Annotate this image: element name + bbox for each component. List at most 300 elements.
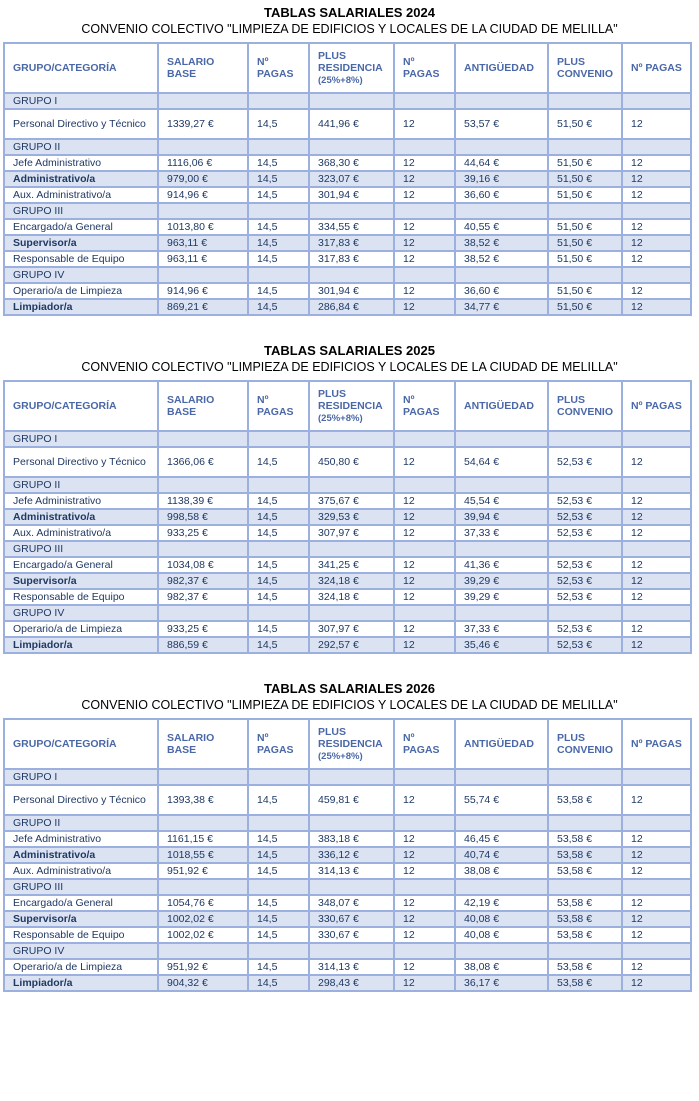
category-name: Supervisor/a <box>4 235 158 251</box>
value-cell: 39,29 € <box>455 573 548 589</box>
column-header <box>455 381 548 431</box>
empty-cell <box>548 431 622 447</box>
value-cell: 317,83 € <box>309 251 394 267</box>
value-cell: 951,92 € <box>158 863 248 879</box>
section-title: TABLAS SALARIALES 2025 <box>264 343 435 358</box>
value-cell: 12 <box>394 155 455 171</box>
salary-section-1 <box>0 338 699 654</box>
value-cell: 459,81 € <box>309 785 394 815</box>
group-name: GRUPO II <box>4 815 158 831</box>
empty-cell <box>394 139 455 155</box>
value-cell: 12 <box>394 911 455 927</box>
value-cell: 53,58 € <box>548 895 622 911</box>
table-body <box>4 93 691 315</box>
column-header <box>548 719 622 769</box>
empty-cell <box>309 431 394 447</box>
value-cell: 14,5 <box>248 785 309 815</box>
value-cell: 38,08 € <box>455 863 548 879</box>
value-cell: 12 <box>394 299 455 315</box>
value-cell: 14,5 <box>248 573 309 589</box>
value-cell: 51,50 € <box>548 235 622 251</box>
empty-cell <box>309 879 394 895</box>
column-header-label: ANTIGÜEDAD <box>464 400 534 412</box>
value-cell: 330,67 € <box>309 927 394 943</box>
value-cell: 12 <box>622 911 691 927</box>
value-cell: 12 <box>394 525 455 541</box>
category-name: Operario/a de Limpieza <box>4 621 158 637</box>
value-cell: 14,5 <box>248 509 309 525</box>
value-cell: 14,5 <box>248 863 309 879</box>
table-row <box>4 219 691 235</box>
value-cell: 323,07 € <box>309 171 394 187</box>
category-name: Personal Directivo y Técnico <box>4 785 158 815</box>
value-cell: 12 <box>394 785 455 815</box>
value-cell: 12 <box>622 637 691 653</box>
value-cell: 12 <box>394 509 455 525</box>
value-cell: 40,08 € <box>455 911 548 927</box>
column-header <box>248 719 309 769</box>
table-row <box>4 251 691 267</box>
value-cell: 51,50 € <box>548 155 622 171</box>
value-cell: 12 <box>394 219 455 235</box>
empty-cell <box>158 267 248 283</box>
column-header <box>548 43 622 93</box>
table-row <box>4 621 691 637</box>
empty-cell <box>309 815 394 831</box>
section-subtitle: CONVENIO COLECTIVO "LIMPIEZA DE EDIFICIOS Y LOCALES DE LA CIUDAD DE MELILLA" <box>81 360 618 374</box>
empty-cell <box>548 93 622 109</box>
table-header <box>4 43 691 93</box>
value-cell: 39,94 € <box>455 509 548 525</box>
value-cell: 12 <box>394 251 455 267</box>
value-cell: 286,84 € <box>309 299 394 315</box>
value-cell: 963,11 € <box>158 251 248 267</box>
value-cell: 963,11 € <box>158 235 248 251</box>
column-header-label: ANTIGÜEDAD <box>464 62 534 74</box>
category-name: Operario/a de Limpieza <box>4 959 158 975</box>
empty-cell <box>622 541 691 557</box>
empty-cell <box>394 203 455 219</box>
category-name: Jefe Administrativo <box>4 493 158 509</box>
column-header-label: PLUS RESIDENCIA <box>318 49 383 74</box>
value-cell: 14,5 <box>248 911 309 927</box>
empty-cell <box>309 267 394 283</box>
value-cell: 42,19 € <box>455 895 548 911</box>
value-cell: 12 <box>622 493 691 509</box>
column-header-label: PLUS CONVENIO <box>557 394 614 418</box>
column-header-label: PLUS RESIDENCIA <box>318 387 383 412</box>
category-name: Supervisor/a <box>4 573 158 589</box>
table-row <box>4 975 691 991</box>
value-cell: 14,5 <box>248 299 309 315</box>
table-header <box>4 381 691 431</box>
column-header <box>4 381 158 431</box>
value-cell: 14,5 <box>248 525 309 541</box>
empty-cell <box>548 769 622 785</box>
value-cell: 869,21 € <box>158 299 248 315</box>
empty-cell <box>158 93 248 109</box>
value-cell: 14,5 <box>248 557 309 573</box>
value-cell: 1013,80 € <box>158 219 248 235</box>
table-row <box>4 557 691 573</box>
value-cell: 36,17 € <box>455 975 548 991</box>
value-cell: 45,54 € <box>455 493 548 509</box>
value-cell: 12 <box>622 187 691 203</box>
value-cell: 12 <box>622 219 691 235</box>
value-cell: 12 <box>394 831 455 847</box>
value-cell: 1002,02 € <box>158 911 248 927</box>
group-name: GRUPO I <box>4 769 158 785</box>
value-cell: 1054,76 € <box>158 895 248 911</box>
category-name: Aux. Administrativo/a <box>4 525 158 541</box>
empty-cell <box>548 943 622 959</box>
column-header-label: Nº PAGAS <box>257 394 294 418</box>
empty-cell <box>455 605 548 621</box>
empty-cell <box>309 477 394 493</box>
empty-cell <box>455 815 548 831</box>
value-cell: 341,25 € <box>309 557 394 573</box>
value-cell: 14,5 <box>248 847 309 863</box>
value-cell: 301,94 € <box>309 187 394 203</box>
group-row <box>4 605 691 621</box>
value-cell: 40,08 € <box>455 927 548 943</box>
value-cell: 34,77 € <box>455 299 548 315</box>
column-header-label: Nº PAGAS <box>257 732 294 756</box>
value-cell: 12 <box>622 235 691 251</box>
salary-table <box>3 718 692 992</box>
group-name: GRUPO I <box>4 93 158 109</box>
column-header <box>248 43 309 93</box>
value-cell: 1161,15 € <box>158 831 248 847</box>
empty-cell <box>622 203 691 219</box>
value-cell: 12 <box>622 847 691 863</box>
empty-cell <box>548 267 622 283</box>
value-cell: 55,74 € <box>455 785 548 815</box>
empty-cell <box>548 477 622 493</box>
value-cell: 12 <box>394 863 455 879</box>
value-cell: 54,64 € <box>455 447 548 477</box>
category-name: Administrativo/a <box>4 847 158 863</box>
value-cell: 53,58 € <box>548 911 622 927</box>
salary-section-0 <box>0 0 699 316</box>
category-name: Limpiador/a <box>4 299 158 315</box>
value-cell: 51,50 € <box>548 283 622 299</box>
value-cell: 51,50 € <box>548 187 622 203</box>
empty-cell <box>248 93 309 109</box>
table-row <box>4 171 691 187</box>
value-cell: 14,5 <box>248 251 309 267</box>
value-cell: 12 <box>622 831 691 847</box>
value-cell: 450,80 € <box>309 447 394 477</box>
value-cell: 324,18 € <box>309 589 394 605</box>
value-cell: 53,58 € <box>548 927 622 943</box>
table-body <box>4 769 691 991</box>
value-cell: 324,18 € <box>309 573 394 589</box>
value-cell: 12 <box>394 959 455 975</box>
value-cell: 35,46 € <box>455 637 548 653</box>
value-cell: 317,83 € <box>309 235 394 251</box>
empty-cell <box>394 605 455 621</box>
value-cell: 1393,38 € <box>158 785 248 815</box>
value-cell: 12 <box>622 155 691 171</box>
value-cell: 12 <box>622 785 691 815</box>
empty-cell <box>622 605 691 621</box>
value-cell: 38,08 € <box>455 959 548 975</box>
group-name: GRUPO IV <box>4 605 158 621</box>
empty-cell <box>158 203 248 219</box>
value-cell: 12 <box>394 493 455 509</box>
category-name: Limpiador/a <box>4 975 158 991</box>
empty-cell <box>248 541 309 557</box>
salary-table <box>3 42 692 316</box>
value-cell: 314,13 € <box>309 863 394 879</box>
table-row <box>4 573 691 589</box>
value-cell: 37,33 € <box>455 621 548 637</box>
empty-cell <box>394 477 455 493</box>
table-body <box>4 431 691 653</box>
value-cell: 383,18 € <box>309 831 394 847</box>
column-header-label: GRUPO/CATEGORÍA <box>13 400 117 412</box>
column-header-label: SALARIO BASE <box>167 394 215 418</box>
empty-cell <box>248 431 309 447</box>
empty-cell <box>548 605 622 621</box>
group-row <box>4 943 691 959</box>
value-cell: 12 <box>622 927 691 943</box>
value-cell: 298,43 € <box>309 975 394 991</box>
column-header-label: SALARIO BASE <box>167 56 215 80</box>
value-cell: 12 <box>394 927 455 943</box>
group-name: GRUPO IV <box>4 943 158 959</box>
value-cell: 44,64 € <box>455 155 548 171</box>
empty-cell <box>309 605 394 621</box>
category-name: Administrativo/a <box>4 509 158 525</box>
category-name: Responsable de Equipo <box>4 927 158 943</box>
value-cell: 301,94 € <box>309 283 394 299</box>
value-cell: 307,97 € <box>309 525 394 541</box>
column-header-label: Nº PAGAS <box>631 62 682 74</box>
value-cell: 36,60 € <box>455 283 548 299</box>
table-row <box>4 299 691 315</box>
value-cell: 14,5 <box>248 637 309 653</box>
value-cell: 12 <box>394 573 455 589</box>
empty-cell <box>158 943 248 959</box>
column-header-label: Nº PAGAS <box>403 394 440 418</box>
empty-cell <box>248 605 309 621</box>
group-row <box>4 431 691 447</box>
empty-cell <box>455 203 548 219</box>
empty-cell <box>394 769 455 785</box>
category-name: Responsable de Equipo <box>4 589 158 605</box>
value-cell: 12 <box>394 171 455 187</box>
column-header-label: PLUS RESIDENCIA <box>318 725 383 750</box>
empty-cell <box>248 267 309 283</box>
empty-cell <box>309 93 394 109</box>
empty-cell <box>248 769 309 785</box>
value-cell: 12 <box>622 589 691 605</box>
table-row <box>4 863 691 879</box>
empty-cell <box>548 139 622 155</box>
group-row <box>4 815 691 831</box>
value-cell: 39,16 € <box>455 171 548 187</box>
value-cell: 53,58 € <box>548 847 622 863</box>
empty-cell <box>548 815 622 831</box>
empty-cell <box>394 879 455 895</box>
group-row <box>4 139 691 155</box>
category-name: Encargado/a General <box>4 895 158 911</box>
value-cell: 14,5 <box>248 235 309 251</box>
value-cell: 12 <box>622 299 691 315</box>
column-header <box>248 381 309 431</box>
value-cell: 53,58 € <box>548 831 622 847</box>
column-header <box>4 719 158 769</box>
value-cell: 38,52 € <box>455 251 548 267</box>
empty-cell <box>248 203 309 219</box>
empty-cell <box>158 541 248 557</box>
value-cell: 12 <box>394 187 455 203</box>
group-name: GRUPO III <box>4 879 158 895</box>
value-cell: 14,5 <box>248 109 309 139</box>
value-cell: 12 <box>622 283 691 299</box>
empty-cell <box>309 139 394 155</box>
value-cell: 52,53 € <box>548 589 622 605</box>
value-cell: 12 <box>622 895 691 911</box>
empty-cell <box>455 769 548 785</box>
column-header-label: GRUPO/CATEGORÍA <box>13 738 117 750</box>
empty-cell <box>394 541 455 557</box>
category-name: Jefe Administrativo <box>4 831 158 847</box>
column-header-label: Nº PAGAS <box>631 400 682 412</box>
empty-cell <box>394 815 455 831</box>
table-row <box>4 525 691 541</box>
value-cell: 52,53 € <box>548 637 622 653</box>
empty-cell <box>548 203 622 219</box>
value-cell: 53,58 € <box>548 785 622 815</box>
value-cell: 14,5 <box>248 895 309 911</box>
value-cell: 933,25 € <box>158 525 248 541</box>
column-header <box>4 43 158 93</box>
value-cell: 12 <box>394 235 455 251</box>
table-row <box>4 895 691 911</box>
value-cell: 12 <box>622 447 691 477</box>
column-header <box>309 381 394 431</box>
value-cell: 51,50 € <box>548 251 622 267</box>
column-header-label: PLUS CONVENIO <box>557 732 614 756</box>
value-cell: 441,96 € <box>309 109 394 139</box>
column-header-label: ANTIGÜEDAD <box>464 738 534 750</box>
section-subtitle: CONVENIO COLECTIVO "LIMPIEZA DE EDIFICIOS Y LOCALES DE LA CIUDAD DE MELILLA" <box>81 698 618 712</box>
empty-cell <box>394 267 455 283</box>
value-cell: 14,5 <box>248 187 309 203</box>
empty-cell <box>548 541 622 557</box>
value-cell: 12 <box>394 621 455 637</box>
salary-table <box>3 380 692 654</box>
value-cell: 14,5 <box>248 219 309 235</box>
value-cell: 36,60 € <box>455 187 548 203</box>
value-cell: 12 <box>622 959 691 975</box>
group-name: GRUPO III <box>4 203 158 219</box>
column-header-label: SALARIO BASE <box>167 732 215 756</box>
value-cell: 52,53 € <box>548 573 622 589</box>
empty-cell <box>622 139 691 155</box>
value-cell: 12 <box>622 109 691 139</box>
empty-cell <box>455 139 548 155</box>
category-name: Encargado/a General <box>4 219 158 235</box>
empty-cell <box>158 769 248 785</box>
category-name: Aux. Administrativo/a <box>4 863 158 879</box>
value-cell: 12 <box>394 589 455 605</box>
value-cell: 12 <box>622 621 691 637</box>
column-header <box>455 43 548 93</box>
value-cell: 1138,39 € <box>158 493 248 509</box>
group-row <box>4 93 691 109</box>
empty-cell <box>309 203 394 219</box>
value-cell: 1339,27 € <box>158 109 248 139</box>
empty-cell <box>158 605 248 621</box>
category-name: Personal Directivo y Técnico <box>4 447 158 477</box>
table-row <box>4 187 691 203</box>
value-cell: 1018,55 € <box>158 847 248 863</box>
value-cell: 982,37 € <box>158 573 248 589</box>
group-name: GRUPO I <box>4 431 158 447</box>
value-cell: 1034,08 € <box>158 557 248 573</box>
category-name: Responsable de Equipo <box>4 251 158 267</box>
value-cell: 52,53 € <box>548 557 622 573</box>
empty-cell <box>394 431 455 447</box>
empty-cell <box>309 541 394 557</box>
header-row <box>4 719 691 769</box>
group-row <box>4 769 691 785</box>
value-cell: 12 <box>622 509 691 525</box>
category-name: Administrativo/a <box>4 171 158 187</box>
value-cell: 348,07 € <box>309 895 394 911</box>
value-cell: 914,96 € <box>158 283 248 299</box>
value-cell: 12 <box>394 109 455 139</box>
table-row <box>4 785 691 815</box>
value-cell: 52,53 € <box>548 447 622 477</box>
table-row <box>4 959 691 975</box>
category-name: Personal Directivo y Técnico <box>4 109 158 139</box>
group-row <box>4 879 691 895</box>
value-cell: 330,67 € <box>309 911 394 927</box>
value-cell: 14,5 <box>248 447 309 477</box>
value-cell: 329,53 € <box>309 509 394 525</box>
header-row <box>4 381 691 431</box>
value-cell: 46,45 € <box>455 831 548 847</box>
value-cell: 12 <box>394 895 455 911</box>
column-header <box>394 719 455 769</box>
value-cell: 12 <box>622 573 691 589</box>
empty-cell <box>158 431 248 447</box>
value-cell: 14,5 <box>248 589 309 605</box>
value-cell: 53,58 € <box>548 975 622 991</box>
empty-cell <box>394 93 455 109</box>
category-name: Operario/a de Limpieza <box>4 283 158 299</box>
value-cell: 53,58 € <box>548 959 622 975</box>
column-header-label: PLUS CONVENIO <box>557 56 614 80</box>
category-name: Aux. Administrativo/a <box>4 187 158 203</box>
empty-cell <box>158 815 248 831</box>
empty-cell <box>394 943 455 959</box>
value-cell: 51,50 € <box>548 109 622 139</box>
column-header-note: (25%+8%) <box>318 412 363 424</box>
table-row <box>4 155 691 171</box>
value-cell: 12 <box>394 447 455 477</box>
value-cell: 52,53 € <box>548 525 622 541</box>
empty-cell <box>455 267 548 283</box>
column-header-label: Nº PAGAS <box>403 732 440 756</box>
group-row <box>4 203 691 219</box>
value-cell: 41,36 € <box>455 557 548 573</box>
